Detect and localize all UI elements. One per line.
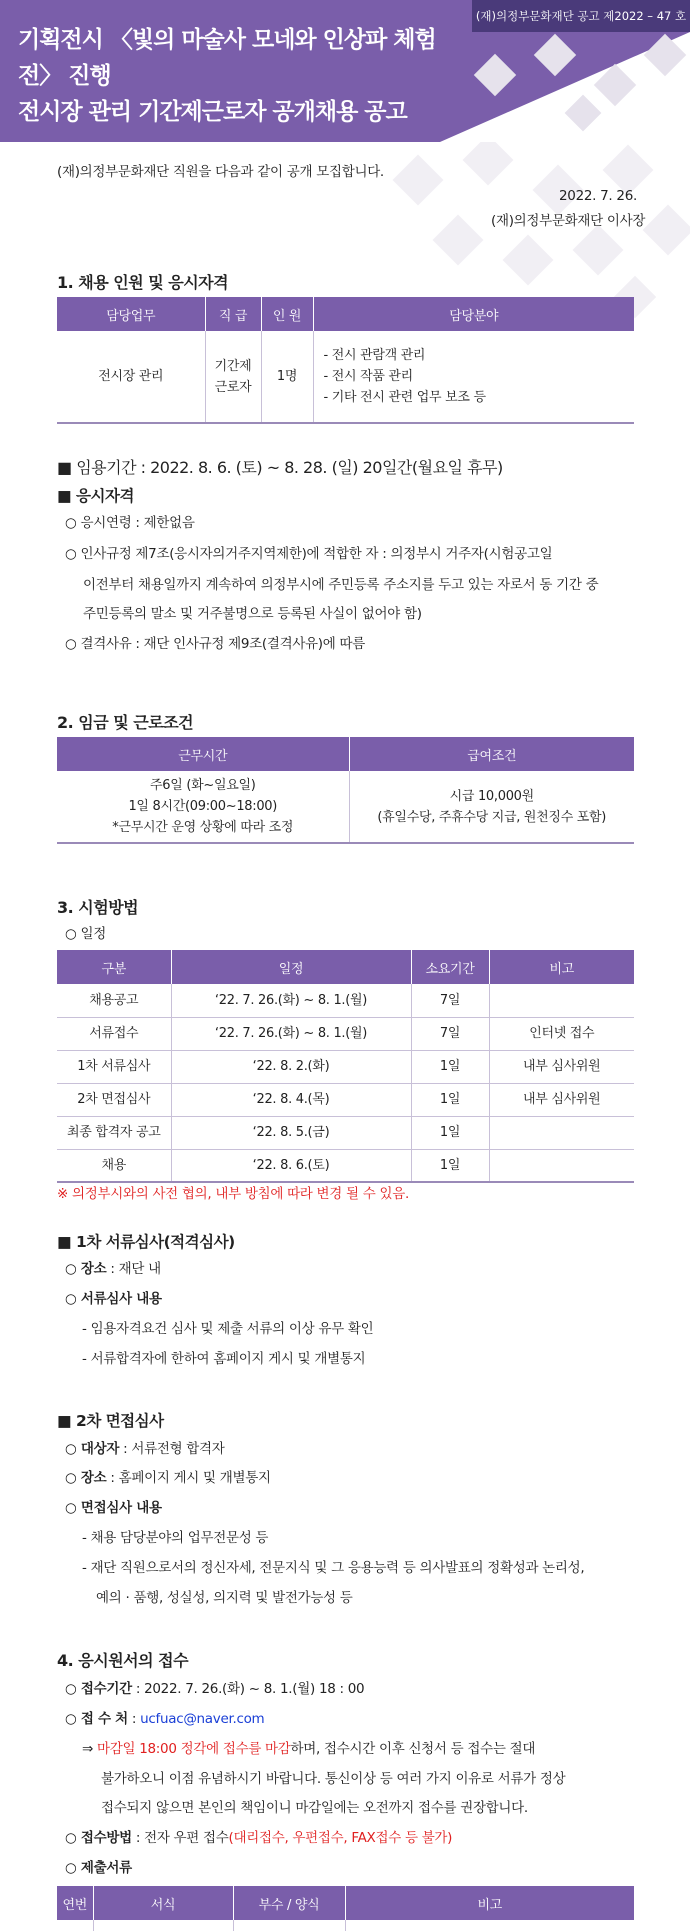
table-row — [57, 984, 634, 1017]
document-review-place — [65, 1259, 161, 1279]
table-row — [57, 1050, 634, 1083]
cell-date: ‘22. 7. 26.(화) ~ 8. 1.(월) — [171, 1017, 411, 1050]
deadline-warning-cont: 불가하오니 이점 유념하시기 바랍니다. 통신이상 등 여러 가지 이유로 서류가 정상 — [101, 1771, 566, 1787]
qual-disqualification: ○ 결격사유 : 재단 인사규정 제9조(결격사유)에 따름 — [65, 636, 365, 652]
header-duty: 담당업무 — [57, 297, 205, 331]
document-review-item: - 서류합격자에 한하여 홈페이지 게시 및 개별통지 — [82, 1351, 366, 1367]
cell-empty — [93, 1920, 233, 1931]
recruit-table — [57, 297, 634, 424]
qualification-heading: ■ 응시자격 — [57, 487, 134, 505]
grade-line-2: 근로자 — [214, 379, 252, 395]
cell-date: ‘22. 8. 2.(화) — [171, 1050, 411, 1083]
method-label: ○ 접수방법 — [65, 1830, 132, 1846]
table-row — [57, 1116, 634, 1149]
header-grade: 직 급 — [205, 297, 261, 331]
method-value: : 전자 우편 접수 — [131, 1830, 229, 1846]
arrow-icon: ⇒ — [82, 1741, 98, 1757]
email-link[interactable]: ucfuac@naver.com — [140, 1711, 265, 1727]
table-row — [57, 331, 634, 423]
cell-category: 최종 합격자 공고 — [57, 1116, 171, 1149]
hours-cell — [57, 771, 349, 843]
cell-category: 채용 — [57, 1149, 171, 1182]
notice-number: (재)의정부문화재단 공고 제2022 – 47 호 — [472, 0, 690, 32]
header-hours: 근무시간 — [57, 737, 349, 771]
section-2-heading: 2. 임금 및 근로조건 — [57, 713, 194, 732]
interview-item: 예의 · 품행, 성실성, 의지력 및 발전가능성 등 — [96, 1590, 353, 1606]
field-item: - 전시 작품 관리 — [323, 369, 413, 384]
place-label: ○ 장소 — [65, 1470, 107, 1486]
header-form: 서식 — [93, 1886, 233, 1920]
cell-duration: 1일 — [411, 1116, 489, 1149]
target-value: : 서류전형 합격자 — [119, 1441, 225, 1457]
header-copies: 부수 / 양식 — [233, 1886, 345, 1920]
header-remarks: 비고 — [489, 950, 634, 984]
interview-item: - 재단 직원으로서의 정신자세, 전문지식 및 그 응용능력 등 의사발표의 정확성과 논리성, — [82, 1560, 585, 1576]
title-line-2: 전시장 관리 기간제근로자 공개채용 공고 — [18, 99, 407, 125]
content-label: ○ 서류심사 내용 — [65, 1291, 162, 1307]
qual-residence-cont-2: 주민등록의 말소 및 거주불명으로 등록된 사실이 없어야 함) — [83, 606, 422, 622]
period-label: ○ 접수기간 — [65, 1681, 132, 1697]
cell-date: ‘22. 8. 4.(목) — [171, 1083, 411, 1116]
header-banner — [0, 0, 690, 142]
application-period — [65, 1679, 364, 1699]
page-title — [18, 22, 458, 130]
cell-duration: 1일 — [411, 1149, 489, 1182]
section-1-heading: 1. 채용 인원 및 응시자격 — [57, 273, 229, 292]
table-row — [57, 771, 634, 843]
cell-remarks — [489, 1116, 634, 1149]
place-value: : 재단 내 — [106, 1261, 161, 1277]
cell-duration: 1일 — [411, 1050, 489, 1083]
notice-date: 2022. 7. 26. — [559, 188, 637, 204]
hours-line: *근무시간 운영 상황에 따라 조정 — [112, 820, 294, 835]
cell-duration: 7일 — [411, 1017, 489, 1050]
header-note: 비고 — [345, 1886, 634, 1920]
schedule-note: ※ 의정부시와의 사전 협의, 내부 방침에 따라 변경 될 수 있음. — [57, 1186, 409, 1202]
cell-remarks: 내부 심사위원 — [489, 1050, 634, 1083]
qual-age: ○ 응시연령 : 제한없음 — [65, 515, 195, 531]
section-3-heading: 3. 시험방법 — [57, 898, 139, 917]
header-field: 담당분야 — [313, 297, 634, 331]
address-label: ○ 접 수 처 — [65, 1711, 128, 1727]
cell-remarks: 인터넷 접수 — [489, 1017, 634, 1050]
application-address — [65, 1709, 264, 1729]
header-category: 구분 — [57, 950, 171, 984]
deadline-warning-cont: 접수되지 않으면 본인의 책임이니 마감일에는 오전까지 접수를 권장합니다. — [101, 1800, 528, 1816]
field-cell — [313, 331, 634, 423]
intro-text: (재)의정부문화재단 직원을 다음과 같이 공개 모집합니다. — [57, 164, 384, 180]
qual-residence: ○ 인사규정 제7조(응시자의거주지역제한)에 적합한 자 : 의정부시 거주자(시험공고일 — [65, 546, 553, 562]
duty-cell: 전시장 관리 — [57, 331, 205, 423]
place-label: ○ 장소 — [65, 1261, 107, 1277]
cell-remarks — [489, 1149, 634, 1182]
grade-line-1: 기간제 — [214, 358, 252, 374]
deadline-warning — [82, 1739, 535, 1759]
schedule-table — [57, 950, 634, 1183]
table-row — [57, 1017, 634, 1050]
cell-category: 1차 서류심사 — [57, 1050, 171, 1083]
field-item: - 전시 관람객 관리 — [323, 348, 426, 363]
hours-line: 주6일 (화~일요일) — [150, 778, 256, 793]
interview-item: - 채용 담당분야의 업무전문성 등 — [82, 1530, 269, 1546]
cell-category: 채용공고 — [57, 984, 171, 1017]
cell-date: ‘22. 7. 26.(화) ~ 8. 1.(월) — [171, 984, 411, 1017]
cell-category: 서류접수 — [57, 1017, 171, 1050]
table-row — [57, 1083, 634, 1116]
employment-period: ■ 임용기간 : 2022. 8. 6. (토) ~ 8. 28. (일) 20일간(월요일 휴무) — [57, 458, 503, 477]
method-restriction: (대리접수, 우편접수, FAX접수 등 불가) — [228, 1830, 453, 1846]
docs-label: ○ 제출서류 — [65, 1860, 132, 1876]
place-value: : 홈페이지 게시 및 개별통지 — [106, 1470, 271, 1486]
cell-remarks — [489, 984, 634, 1017]
cell-empty — [345, 1920, 634, 1931]
cell-date: ‘22. 8. 6.(토) — [171, 1149, 411, 1182]
content-label: ○ 면접심사 내용 — [65, 1500, 162, 1516]
interview-target — [65, 1439, 225, 1459]
title-line-1: 기획전시 〈빛의 마술사 모네와 인상파 체험전〉 진행 — [18, 27, 436, 89]
grade-cell — [205, 331, 261, 423]
interview-content-label — [65, 1498, 162, 1518]
interview-heading: ■ 2차 면접심사 — [57, 1412, 164, 1430]
wage-table — [57, 737, 634, 844]
documents-table — [57, 1886, 634, 1931]
warning-text: 하며, 접수시간 이후 신청서 등 접수는 절대 — [290, 1741, 536, 1757]
document-review-item: - 임용자격요건 심사 및 제출 서류의 이상 유무 확인 — [82, 1321, 374, 1337]
cell-duration: 7일 — [411, 984, 489, 1017]
application-method — [65, 1828, 452, 1848]
header-pay: 급여조건 — [349, 737, 634, 771]
section-4-heading: 4. 응시원서의 접수 — [57, 1651, 189, 1670]
period-value: : 2022. 7. 26.(화) ~ 8. 1.(월) 18 : 00 — [131, 1681, 365, 1697]
cell-empty — [57, 1920, 93, 1931]
separator: : — [127, 1711, 141, 1727]
cell-empty — [233, 1920, 345, 1931]
required-documents-label — [65, 1858, 132, 1878]
header-no: 연번 — [57, 1886, 93, 1920]
pay-line: 시급 10,000원 — [449, 788, 534, 804]
cell-date: ‘22. 8. 5.(금) — [171, 1116, 411, 1149]
cell-remarks: 내부 심사위원 — [489, 1083, 634, 1116]
count-cell: 1명 — [261, 331, 313, 423]
document-review-content-label — [65, 1289, 162, 1309]
pay-cell — [349, 771, 634, 843]
decorative-pattern — [360, 142, 690, 322]
schedule-label: ○ 일정 — [65, 926, 106, 942]
target-label: ○ 대상자 — [65, 1441, 120, 1457]
cell-category: 2차 면접심사 — [57, 1083, 171, 1116]
field-item: - 기타 전시 관련 업무 보조 등 — [323, 390, 486, 405]
table-row — [57, 1920, 634, 1931]
hours-line: 1일 8시간(09:00~18:00) — [128, 799, 278, 814]
header-count: 인 원 — [261, 297, 313, 331]
header-duration: 소요기간 — [411, 950, 489, 984]
interview-place — [65, 1468, 271, 1488]
table-row — [57, 1149, 634, 1182]
issuer: (재)의정부문화재단 이사장 — [491, 213, 646, 229]
pay-line: (휴일수당, 주휴수당 지급, 원천징수 포함) — [377, 809, 607, 825]
document-review-heading: ■ 1차 서류심사(적격심사) — [57, 1233, 235, 1251]
deadline-highlight: 마감일 18:00 정각에 접수를 마감 — [97, 1741, 291, 1757]
cell-duration: 1일 — [411, 1083, 489, 1116]
qual-residence-cont-1: 이전부터 채용일까지 계속하여 의정부시에 주민등록 주소지를 두고 있는 자로서 동 기간 중 — [83, 577, 599, 593]
header-date: 일정 — [171, 950, 411, 984]
